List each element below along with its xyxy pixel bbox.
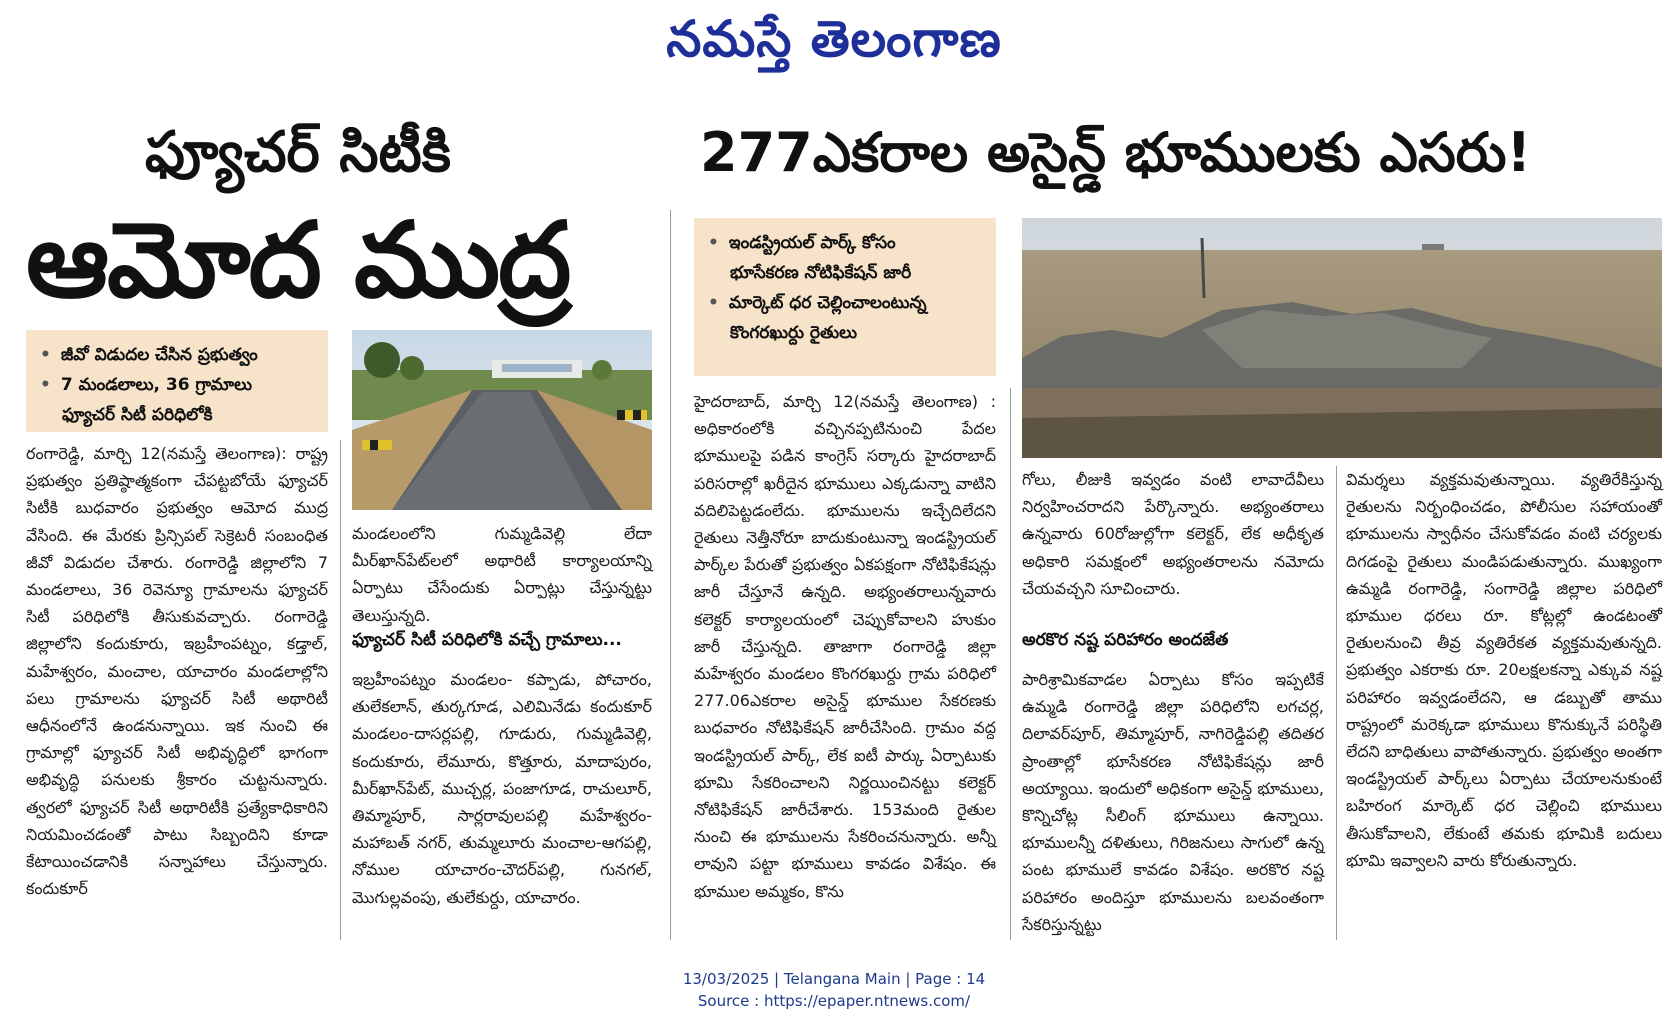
right-highlight-item-cont: కొంగరఖుర్దు రైతులు (730, 323, 858, 343)
story-divider (670, 210, 671, 940)
footer-date-edition-page: 13/03/2025 | Telangana Main | Page : 14 (682, 970, 986, 988)
barren-land-photo-image (1022, 218, 1662, 458)
left-highlights-box (26, 330, 328, 432)
right-body-column-2-top: గోలు, లీజుకి ఇవ్వడం వంటి లావాదేవీలు నిర్వహించరాదని పేర్కొన్నారు. అభ్యంతరాలు ఉన్నవారు 60రోజుల్లోగా కలెక్టర్, లేక అధీకృత అధికారి సమక్షంలో అభ్యంతరాలను నమోదు చేయవచ్చని సూచించారు. (1022, 470, 1324, 598)
left-main-headline: ఆమోద ముద్ర (26, 199, 570, 321)
barren-land-photo (1022, 218, 1662, 458)
left-body-column-2-bottom: ఇబ్రహీంపట్నం మండలం- కప్పాడు, పోచారం, తులేకలాన్, తుర్కగూడ, ఎలిమినేడు కందుకూర్ మండలం-దాసర్లపల్లి, గూడురు, గుమ్మడివెల్లి, కందుకూరు, లేమూరు, కొత్తూరు, మాదాపురం, మీర్‌ఖాన్‌పేట్, ముచ్చర్ల, పంజాగూడ, రాచులూర్, తిమ్మాపూర్, సార్లరావులపల్లి మహేశ్వరం- మహాబత్ నగర్, తుమ్మలూరు మంచాల-ఆగపల్లి, నోముల యాచారం-చౌదర్‌పల్లి, గునగల్, మొగుల్లవంపు, తులేకుర్దు, యాచారం. (352, 670, 652, 907)
left-highlight-item: • జీవో విడుదల చేసిన ప్రభుత్వం (40, 340, 314, 370)
right-highlight-item: • ఇండస్ట్రియల్ పార్క్ కోసం (708, 228, 982, 258)
left-subheading: ఫ్యూచర్ సిటీ పరిధిలోకి వచ్చే గ్రామాలు... (352, 630, 622, 650)
left-highlight-item: • 7 మండలాలు, 36 గ్రామాలు (40, 370, 314, 400)
right-highlight-item: • మార్కెట్ ధర చెల్లించాలంటున్న (708, 288, 982, 318)
column-divider (1336, 466, 1337, 940)
column-divider (1010, 388, 1011, 940)
right-body-column-2-bottom: పారిశ్రామికవాడల ఏర్పాటు కోసం ఇప్పటికే ఉమ్మడి రంగారెడ్డి జిల్లా పరిధిలోని లగచర్ల, దిలావర్‌పూర్, తిమ్మాపూర్, నాగిరెడ్డిపల్లి తదితర ప్రాంతాల్లో భూసేకరణ నోటిఫికేషన్లు జారీ అయ్యాయి. ఇందులో అధికంగా అసైన్డ్ భూములు, కొన్నిచోట్ల సీలింగ్ భూములు ఉన్నాయి. భూములన్నీ దళితులు, గిరిజనులు సాగులో ఉన్న పంట భూములే కావడం విశేషం. అరకొర నష్ట పరిహారం అందిస్తూ భూములను బలవంతంగా సేకరిస్తున్నట్టు (1022, 670, 1324, 934)
left-highlight-item-cont: ఫ్యూచర్ సిటీ పరిధిలోకి (62, 405, 213, 425)
footer-source-link[interactable]: Source : https://epaper.ntnews.com/ (697, 992, 971, 1010)
road-photo (352, 330, 652, 510)
left-body-column-2-top: మండలంలోని గుమ్మడివెల్లి లేదా మీర్‌ఖాన్‌పేట్‌లలో అథారిటీ కార్యాలయాన్ని ఏర్పాటు చేసేందుకు ఏర్పాట్లు చేస్తున్నట్టు తెలుస్తున్నది. (352, 524, 652, 625)
road-photo-image (352, 330, 652, 510)
column-divider (340, 440, 341, 940)
right-subheading: అరకొర నష్ట పరిహారం అందజేత (1022, 630, 1229, 650)
left-body-column-1: రంగారెడ్డి, మార్చి 12(నమస్తే తెలంగాణ): రాష్ట్ర ప్రభుత్వం ప్రతిష్ఠాత్మకంగా చేపట్టబోయే ఫ్యూచర్ సిటీకి బుధవారం ప్రభుత్వం ఆమోద ముద్ర వేసింది. ఈ మేరకు ప్రిన్సిపల్ సెక్రెటరీ సంబంధిత జీవో విడుదల చేశారు. రంగారెడ్డి జిల్లాలోని 7 మండలాలు, 36 రెవెన్యూ గ్రామాలను ఫ్యూచర్ సిటీ పరిధిలోకి తీసుకువచ్చారు. రంగారెడ్డి జిల్లాలోని కందుకూరు, ఇబ్రహీంపట్నం, కడ్తాల్, మహేశ్వరం, మంచాల, యాచారం మండలాల్లోని పలు గ్రామాలను ఫ్యూచర్ సిటీ అథారిటీ ఆధీనంలోనే ఉండనున్నాయి. ఇక నుంచి ఈ గ్రామాల్లో ఫ్యూచర్ సిటీ అభివృద్ధిలో భాగంగా అభివృద్ధి పనులకు శ్రీకారం చుట్టనున్నారు. త్వరలో ఫ్యూచర్ సిటీ అథారిటీకి ప్రత్యేకాధికారిని నియమించడంతో పాటు సిబ్బందిని కూడా కేటాయించడానికి సన్నాహాలు చేస్తున్నారు. కందుకూర్ (26, 444, 328, 899)
right-highlights-box (694, 218, 996, 376)
right-body-column-1: హైదరాబాద్, మార్చి 12(నమస్తే తెలంగాణ) : అధికారంలోకి వచ్చినప్పటినుంచి పేదల భూములపై పడిన కాంగ్రెస్ సర్కారు హైదరాబాద్ పరిసరాల్లో ఖరీదైన భూములు ఎక్కడున్నా వాటిని వదిలిపెట్టడంలేదు. భూములను ఇచ్చేదిలేదని రైతులు నెత్తీనోరూ బాదుకుంటున్నా ఇండస్ట్రియల్ పార్క్‌ల పేరుతో ప్రభుత్వం ఏకపక్షంగా నోటిఫికేషన్లు జారీ చేస్తూనే ఉన్నది. అభ్యంతరాలున్నవారు కలెక్టర్ కార్యాలయంలో చెప్పుకోవాలని హుకుం జారీ చేస్తున్నది. తాజాగా రంగారెడ్డి జిల్లా మహేశ్వరం మండలం కొంగరఖుర్దు గ్రామ పరిధిలో 277.06ఎకరాల అసైన్డ్ భూముల సేకరణకు బుధవారం నోటిఫికేషన్ జారీచేసింది. గ్రామం వద్ద ఇండస్ట్రియల్ పార్క్, లేక ఐటీ పార్కు ఏర్పాటుకు భూమి సేకరించాలని నిర్ణయించినట్టు కలెక్టర్ నోటిఫికేషన్ జారీచేశారు. 153మంది రైతుల నుంచి ఈ భూములను సేకరించనున్నారు. అన్నీ లావుని పట్టా భూములు కావడం విశేషం. ఈ భూముల అమ్మకం, కొను (694, 392, 996, 901)
right-body-column-3: విమర్శలు వ్యక్తమవుతున్నాయి. వ్యతిరేకిస్తున్న రైతులను నిర్బంధించడం, పోలీసుల సహాయంతో భూములను స్వాధీనం చేసుకోవడం వంటి చర్యలకు దిగడంపై రైతులు మండిపడుతున్నారు. ముఖ్యంగా ఉమ్మడి రంగారెడ్డి, సంగారెడ్డి జిల్లాల పరిధిలో భూముల ధరలు రూ. కోట్లల్లో ఉండటంతో రైతులనుంచి తీవ్ర వ్యతిరేకత వ్యక్తమవుతున్నది. ప్రభుత్వం ఎకరాకు రూ. 20లక్షలకన్నా ఎక్కువ నష్ట పరిహారం ఇవ్వడంలేదని, ఆ డబ్బుతో తాము రాష్ట్రంలో మరెక్కడా భూములు కొనుక్కునే పరిస్థితి లేదని బాధితులు వాపోతున్నారు. ప్రభుత్వం అంతగా ఇండస్ట్రియల్ పార్క్‌లు ఏర్పాటు చేయాలనుకుంటే బహిరంగ మార్కెట్ ధర చెల్లించి భూములు తీసుకోవాలని, లేకుంటే తమకు భూమికి బదులు భూమి ఇవ్వాలని వారు కోరుతున్నారు. (1346, 470, 1662, 870)
right-highlight-item-cont: భూసేకరణ నోటిఫికేషన్ జారీ (730, 263, 912, 283)
left-kicker-headline: ఫ్యూచర్ సిటీకి (145, 120, 451, 185)
right-main-headline: 277ఎకరాల అసైన్డ్ భూములకు ఎసరు! (700, 121, 1532, 184)
masthead-logo: నమస్తే తెలంగాణ (666, 10, 1002, 68)
